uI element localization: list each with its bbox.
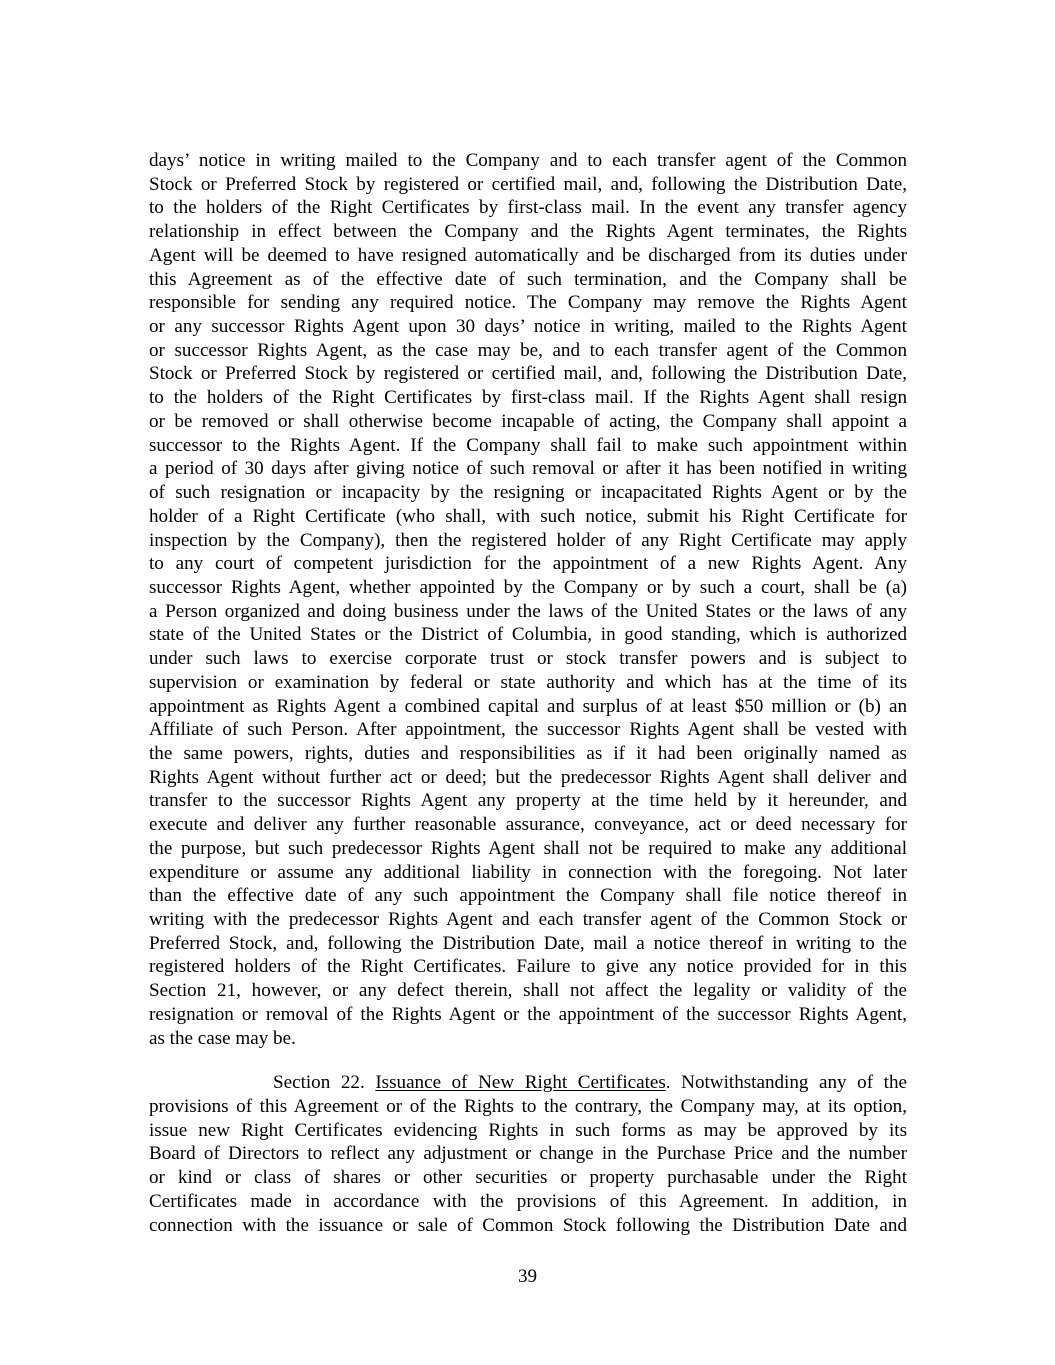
text-line: to any court of competent jurisdiction for the appointment of a new Rights Agent. Any [149,553,907,575]
text-line: the purpose, but such predecessor Rights Agent shall not be required to make any additional [149,837,907,859]
text-line: than the effective date of any such appointment the Company shall file notice thereof in [149,885,907,907]
text-line: transfer to the successor Rights Agent any property at the time held by it hereunder, and [149,790,907,812]
text-line: holder of a Right Certificate (who shall, with such notice, submit his Right Certificate for [149,505,907,527]
document-body [149,149,907,1237]
text-line: provisions of this Agreement or of the Rights to the contrary, the Company may, at its option, [149,1096,907,1118]
text-line: to the holders of the Right Certificates by first-class mail. In the event any transfer agency [149,197,907,219]
text-line: Affiliate of such Person. After appointment, the successor Rights Agent shall be vested with [149,719,907,741]
text-line: or kind or class of shares or other securities or property purchasable under the Right [149,1167,907,1189]
text-line: execute and deliver any further reasonable assurance, conveyance, act or deed necessary for [149,814,907,836]
text-line: relationship in effect between the Company and the Rights Agent terminates, the Rights [149,221,907,243]
text-line: or be removed or shall otherwise become incapable of acting, the Company shall appoint a [149,410,907,432]
text-line: expenditure or assume any additional liability in connection with the foregoing. Not later [149,861,907,883]
text-line: to the holders of the Right Certificates by first-class mail. If the Rights Agent shall resign [149,387,907,409]
section-22-first-line-rest: . Notwithstanding any of the [665,1072,907,1094]
text-line: appointment as Rights Agent a combined capital and surplus of at least $50 million or (b) an [149,695,907,717]
text-line: days’ notice in writing mailed to the Company and to each transfer agent of the Common [149,150,907,171]
text-line: Stock or Preferred Stock by registered or certified mail, and, following the Distribution Date, [149,363,907,385]
text-line: Preferred Stock, and, following the Distribution Date, mail a notice thereof in writing to the [149,932,907,954]
text-line: under such laws to exercise corporate trust or stock transfer powers and is subject to [149,648,907,670]
text-line: state of the United States or the District of Columbia, in good standing, which is authorized [149,624,907,646]
text-line: the same powers, rights, duties and responsibilities as if it had been originally named as [149,742,907,764]
text-line: Rights Agent without further act or deed; but the predecessor Rights Agent shall deliver and [149,766,907,788]
text-line: a period of 30 days after giving notice of such removal or after it has been notified in writing [149,458,907,480]
section-22-first-line [149,1071,907,1095]
text-line: a Person organized and doing business under the laws of the United States or the laws of any [149,600,907,622]
text-line: this Agreement as of the effective date of such termination, and the Company shall be [149,268,907,290]
text-line: Agent will be deemed to have resigned automatically and be discharged from its duties under [149,244,907,266]
text-line: Section 21, however, or any defect therein, shall not affect the legality or validity of the [149,980,907,1002]
text-line: supervision or examination by federal or state authority and which has at the time of its [149,671,907,693]
text-line: Board of Directors to reflect any adjustment or change in the Purchase Price and the number [149,1143,907,1165]
text-line: registered holders of the Right Certificates. Failure to give any notice provided for in this [149,956,907,978]
text-line: of such resignation or incapacity by the resigning or incapacitated Rights Agent or by the [149,482,907,504]
section-22-heading: Issuance of New Right Certificates [375,1072,666,1094]
text-line: responsible for sending any required notice. The Company may remove the Rights Agent [149,292,907,314]
text-line: as the case may be. [149,1027,296,1049]
text-line: inspection by the Company), then the registered holder of any Right Certificate may apply [149,529,907,551]
page-number: 39 [517,1266,538,1287]
section-22-label: Section 22. [273,1072,376,1094]
text-line: or successor Rights Agent, as the case may be, and to each transfer agent of the Common [149,339,907,361]
text-line: Stock or Preferred Stock by registered or certified mail, and, following the Distribution Date, [149,173,907,195]
text-line: or any successor Rights Agent upon 30 days’ notice in writing, mailed to the Rights Agent [149,316,907,338]
text-line: Certificates made in accordance with the provisions of this Agreement. In addition, in [149,1190,907,1212]
text-line: successor Rights Agent, whether appointed by the Company or by such a court, shall be (a) [149,576,907,598]
paragraph-spacing [149,1050,907,1071]
text-line: connection with the issuance or sale of Common Stock following the Distribution Date and [149,1214,907,1236]
text-line: successor to the Rights Agent. If the Company shall fail to make such appointment within [149,434,907,456]
paragraph-section-22 [149,1071,907,1237]
text-line: issue new Right Certificates evidencing Rights in such forms as may be approved by its [149,1119,907,1141]
text-line: writing with the predecessor Rights Agent and each transfer agent of the Common Stock or [149,909,907,930]
text-line: resignation or removal of the Rights Agent or the appointment of the successor Rights Agent, [149,1003,907,1025]
paragraph-rights-agent-resignation [149,149,907,1050]
